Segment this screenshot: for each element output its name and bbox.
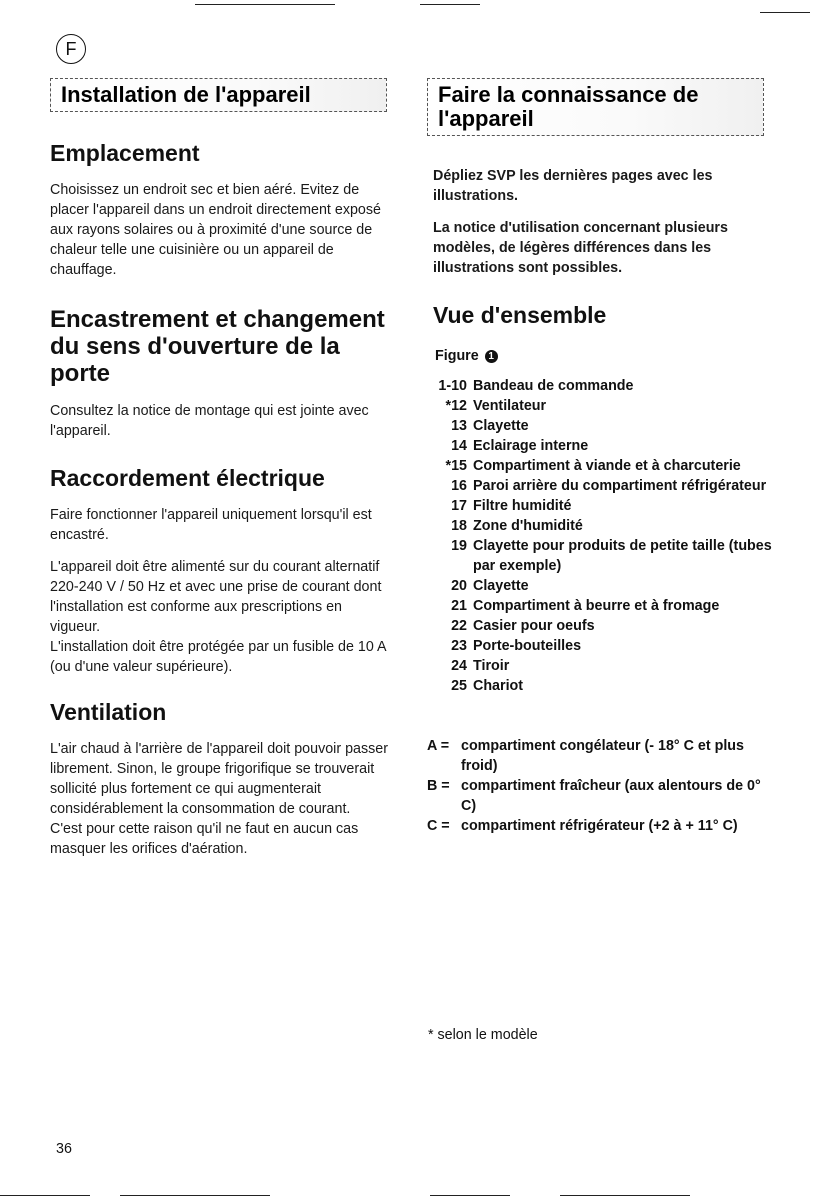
legend-item	[427, 496, 772, 516]
legend-item-number: 23	[451, 638, 467, 654]
legend-item-text: Bandeau de commande	[473, 378, 634, 394]
encastrement-text: Consultez la notice de montage qui est jointe avec l'appareil.	[50, 403, 369, 439]
overview-heading: Vue d'ensemble	[433, 302, 607, 328]
raccordement-heading: Raccordement électrique	[50, 465, 325, 491]
legend-item	[427, 436, 772, 456]
legend-item-number: 13	[451, 418, 467, 434]
zone-key: C =	[427, 818, 450, 834]
legend-item-text: Chariot	[473, 678, 524, 694]
footnote: * selon le modèle	[428, 1027, 538, 1043]
right-column	[427, 78, 772, 836]
legend-item-text: Tiroir	[473, 658, 510, 674]
raccordement-text-3: L'installation doit être protégée par un fusible de 10 A (ou d'une valeur supérieure).	[50, 639, 386, 675]
connaissance-header: Faire la connaissance de l'appareil	[427, 78, 764, 136]
parts-legend	[427, 376, 772, 696]
legend-item-number: 19	[451, 538, 467, 554]
legend-item-number: 21	[451, 598, 467, 614]
top-scan-mark	[760, 12, 810, 13]
legend-item-number: 20	[451, 578, 467, 594]
language-badge: F	[56, 34, 86, 64]
bottom-scan-mark	[560, 1195, 690, 1196]
legend-item-number: 1-10	[438, 378, 467, 394]
legend-item-text: Clayette pour produits de petite taille (tubes par exemple)	[473, 538, 772, 574]
legend-item-text: Compartiment à viande et à charcuterie	[473, 458, 741, 474]
zone-key: A =	[427, 738, 450, 754]
legend-item	[427, 616, 772, 636]
emplacement-heading: Emplacement	[50, 140, 200, 166]
legend-item-number: *12	[445, 398, 467, 414]
legend-item-text: Clayette	[473, 418, 529, 434]
zone-text: compartiment réfrigérateur (+2 à + 11° C)	[461, 818, 738, 834]
page-number: 36	[56, 1141, 72, 1157]
top-scan-mark	[420, 4, 480, 5]
legend-item-number: 24	[451, 658, 467, 674]
legend-item	[427, 476, 772, 496]
legend-item-number: 18	[451, 518, 467, 534]
legend-item-text: Eclairage interne	[473, 438, 589, 454]
top-scan-mark	[195, 4, 335, 5]
legend-item-text: Clayette	[473, 578, 529, 594]
raccordement-text-2: L'appareil doit être alimenté sur du courant alternatif 220-240 V / 50 Hz et avec une prise de courant dont l'installation est conforme aux prescriptions en vigueur.	[50, 559, 382, 635]
ventilation-text-1: L'air chaud à l'arrière de l'appareil doit pouvoir passer librement. Sinon, le groupe frigorifique se trouverait sollicité plus fortement ce qui augmenterait considérablement la consommation de courant.	[50, 741, 389, 817]
legend-item-text: Ventilateur	[473, 398, 547, 414]
zone-item	[427, 816, 772, 836]
raccordement-text-1: Faire fonctionner l'appareil uniquement lorsqu'il est encastré.	[50, 507, 372, 543]
intro-text-1: Dépliez SVP les dernières pages avec les illustrations.	[433, 168, 713, 204]
installation-header: Installation de l'appareil	[50, 78, 387, 112]
zones-legend	[427, 736, 772, 836]
zone-text: compartiment fraîcheur (aux alentours de 0° C)	[461, 778, 761, 814]
legend-item	[427, 576, 772, 596]
legend-item-text: Zone d'humidité	[473, 518, 583, 534]
legend-item	[427, 676, 772, 696]
legend-item	[427, 536, 772, 576]
bottom-scan-mark	[0, 1195, 90, 1196]
zone-key: B =	[427, 778, 450, 794]
ventilation-text-2: C'est pour cette raison qu'il ne faut en aucun cas masquer les orifices d'aération.	[50, 821, 359, 857]
legend-item-number: 17	[451, 498, 467, 514]
legend-item-number: 22	[451, 618, 467, 634]
legend-item-text: Paroi arrière du compartiment réfrigérateur	[473, 478, 767, 494]
legend-item-text: Filtre humidité	[473, 498, 572, 514]
legend-item-number: 16	[451, 478, 467, 494]
legend-item	[427, 416, 772, 436]
legend-item	[427, 396, 772, 416]
zone-text: compartiment congélateur (- 18° C et plus froid)	[461, 738, 744, 774]
encastrement-heading: Encastrement et changement du sens d'ouverture de la porte	[50, 306, 385, 387]
legend-item-number: 14	[451, 438, 467, 454]
ventilation-heading: Ventilation	[50, 699, 167, 725]
zone-item	[427, 776, 772, 816]
legend-item	[427, 656, 772, 676]
bottom-scan-mark	[430, 1195, 510, 1196]
left-column	[50, 78, 395, 871]
figure-label-text: Figure	[435, 348, 479, 364]
zone-item	[427, 736, 772, 776]
legend-item	[427, 516, 772, 536]
legend-item	[427, 456, 772, 476]
legend-item-number: *15	[445, 458, 467, 474]
bottom-scan-mark	[120, 1195, 270, 1196]
legend-item-text: Compartiment à beurre et à fromage	[473, 598, 720, 614]
legend-item	[427, 596, 772, 616]
legend-item	[427, 636, 772, 656]
legend-item-text: Porte-bouteilles	[473, 638, 582, 654]
legend-item-text: Casier pour oeufs	[473, 618, 595, 634]
emplacement-text: Choisissez un endroit sec et bien aéré. Evitez de placer l'appareil dans un endroit directement exposé aux rayons solaires ou à proximité d'une source de chaleur telle une cuisinière ou un appareil de chauffage.	[50, 182, 381, 278]
legend-item-number: 25	[451, 678, 467, 694]
figure-label	[435, 348, 772, 364]
figure-number-circle-icon: 1	[485, 350, 498, 363]
intro-text-2: La notice d'utilisation concernant plusieurs modèles, de légères différences dans les illustrations sont possibles.	[433, 220, 728, 276]
legend-item	[427, 376, 772, 396]
